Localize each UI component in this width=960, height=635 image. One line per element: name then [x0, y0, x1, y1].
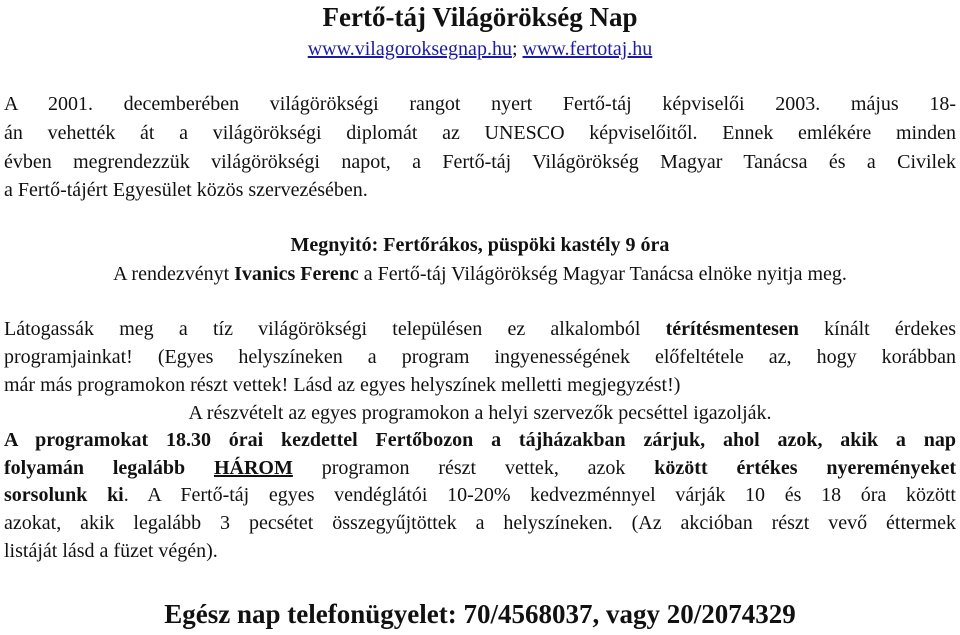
visit-line-4: A részvételt az egyes programokon a helyi szervezők pecséttel igazolják.: [188, 402, 772, 424]
closing-line-3-rest: . A Fertő-táj egyes vendéglátói 10-20% kedvezménnyel várják 10 és 18 óra között: [123, 484, 956, 506]
link-separator: ;: [511, 38, 523, 60]
page-title: Fertő-táj Világörökség Nap: [322, 2, 638, 32]
closing-mid: programon részt vettek, azok: [292, 457, 655, 479]
intro-line-3: évben megrendezzük világörökségi napot, a Fertő-táj Világörökség Magyar Tanácsa és a Civilek: [4, 151, 956, 173]
visit-free: térítésmentesen: [665, 318, 799, 340]
closing-raffle: sorsolunk ki: [4, 484, 124, 506]
link-fertotaj[interactable]: www.fertotaj.hu: [522, 38, 653, 60]
visit-line-3: már más programokon részt vettek! Lásd az egyes helyszínek melletti megjegyzést!): [4, 374, 681, 396]
opening-name: Ivanics Ferenc: [234, 263, 359, 285]
closing-bold-b: között értékes nyereményeket: [654, 457, 956, 479]
visit-line-1-before: Látogassák meg a tíz világörökségi településen ez alkalomból: [4, 318, 666, 340]
opening-text: [0, 262, 960, 286]
website-links: [0, 37, 960, 61]
visit-line-2: programjainkat! (Egyes helyszíneken a program ingyenességének előfeltétele az, hogy korábban: [4, 346, 956, 368]
intro-line-2: án vehették át a világörökségi diplomát az UNESCO képviselőitől. Ennek emlékére minden: [4, 122, 956, 144]
closing-line-2: [4, 456, 956, 480]
opening-text-after: a Fertő-táj Világörökség Magyar Tanácsa elnöke nyitja meg.: [358, 263, 847, 285]
closing-line-1: A programokat 18.30 órai kezdettel Fertőbozon a tájházakban zárjuk, ahol azok, akik a nap: [4, 429, 956, 451]
closing-line-3: [4, 483, 956, 507]
intro-line-1: A 2001. decemberében világörökségi rangot nyert Fertő-táj képviselői 2003. május 18-: [4, 93, 956, 115]
visit-line-1: [4, 317, 956, 341]
phone-hotline: Egész nap telefonügyelet: 70/4568037, vagy 20/2074329: [164, 599, 796, 629]
closing-line-5: listáját lásd a füzet végén).: [4, 540, 218, 562]
closing-bold-a: folyamán legalább: [4, 457, 214, 479]
opening-text-before: A rendezvényt: [113, 263, 235, 285]
opening-heading: Megnyitó: Fertőrákos, püspöki kastély 9 óra: [290, 234, 670, 256]
closing-three: HÁROM: [213, 457, 293, 479]
closing-line-4: azokat, akik legalább 3 pecsétet összegyűjtöttek a helyszíneken. (Az akcióban részt vevő éttermek: [4, 512, 956, 534]
link-vilagoroksegnap[interactable]: www.vilagoroksegnap.hu: [307, 38, 512, 60]
intro-line-4: a Fertő-tájért Egyesület közös szervezésében.: [4, 179, 368, 201]
visit-line-1-after: kínált érdekes: [798, 318, 956, 340]
